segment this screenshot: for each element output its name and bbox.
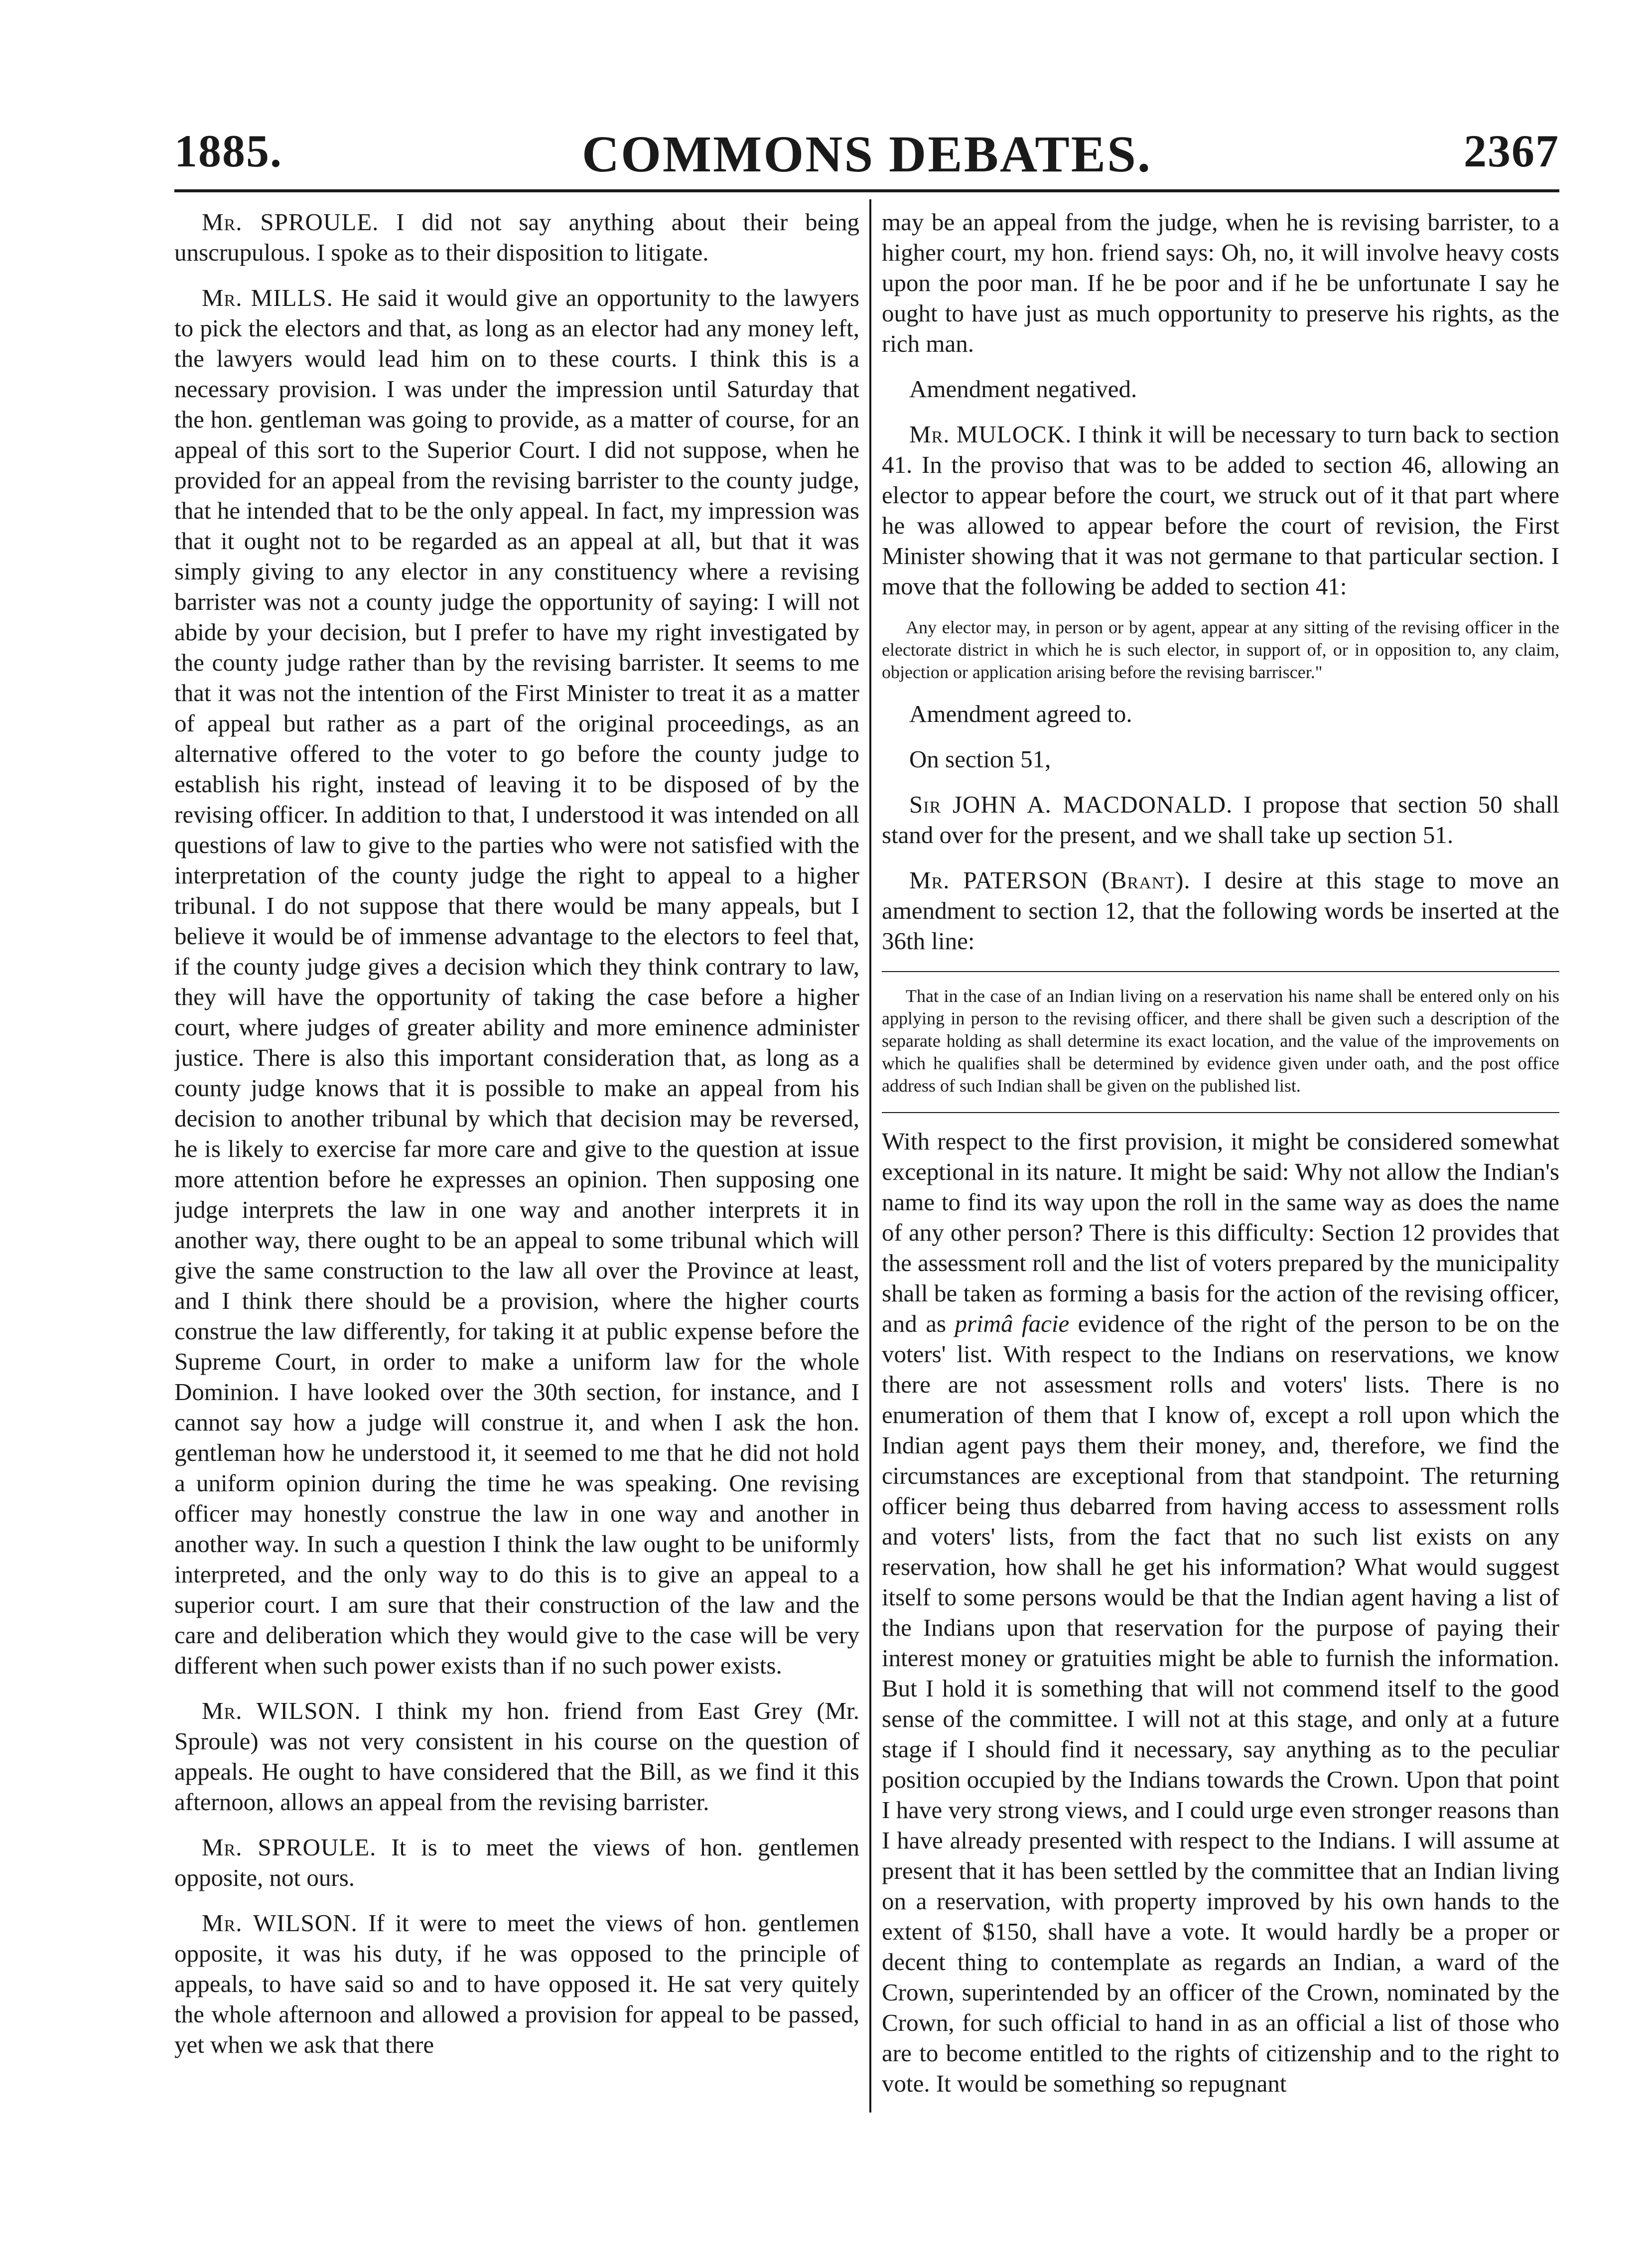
paragraph (882, 207, 1559, 359)
speech-text: If it were to meet the views of hon. gentlemen opposite, it was his duty, if he was opposed to the principle of appeals, to have said so and to have opposed it. He sat very quitely the whole afternoon and allowed a provision for appeal to be passed, yet when we ask that there (174, 1909, 859, 2058)
paragraph (174, 1832, 859, 1893)
italic-phrase: primâ facie (955, 1310, 1070, 1337)
speaker-name: Mr. SPROULE. (202, 208, 379, 236)
paragraph (882, 419, 1559, 601)
speech-text: I did not say anything about their being unscrupulous. I spoke as to their disposition to litigate. (174, 208, 859, 266)
page-header (174, 125, 1559, 183)
header-title: COMMONS DEBATES. (582, 126, 1152, 183)
speech-text: I desire at this stage to move an amendment to section 12, that the following words be inserted at the 36th line: (882, 866, 1559, 955)
speaker-name: Mr. SPROULE. (202, 1834, 377, 1861)
speech-text: He said it would give an opportunity to the lawyers to pick the electors and that, as long as an elector had any money left, the lawyers would lead him on to these courts. I think this is a necessary provision. I was under the impression until Saturday that the hon. gentleman was going to provide, as a matter of course, for an appeal of this sort to the Superior Court. I did not suppose, when he provided for an appeal from the revising barrister to the county judge, that he intended that to be the only appeal. In fact, my impression was that it ought not to be regarded as an appeal at all, but that it was simply giving to any elector in any constituency where a revising barrister was not a county judge the opportunity of saying: I will not abide by your decision, but I prefer to have my right investigated by the county judge rather than by the revising barrister. It seems to me that it was not the intention of the First Minister to treat it as a matter of appeal but rather as a part of the original proceedings, as an alternative offered to the voter to go before the county judge to establish his right, instead of leaving it to be disposed of by the revising officer. In addition to that, I understood it was intended on all questions of law to give to the parties who were not satisfied with the interpretation of the county judge the right to appeal to a higher tribunal. I do not suppose that there would be many appeals, but I believe it would be of immense advantage to the electors to feel that, if the county judge gives a decision which they think contrary to law, they will have the opportunity of taking the case before a higher court, where judges of greater ability and more eminence administer justice. There is also this important consideration that, as long as a county judge knows that it is possible to make an appeal from his decision to another tribunal by which that decision may be reversed, he is likely to exercise far more care and give to the question at issue more attention before he expresses an opinion. Then supposing one judge interprets the law in one way and another interprets it in another way, there ought to be an appeal to some tribunal which will give the same construction to the law all over the Province at least, and I think there should be a provision, where the higher courts construe the law differently, for taking it at public expense before the Supreme Court, in order to make a uniform law for the whole Dominion. I have looked over the 30th section, for instance, and I cannot say how a judge will construe it, and when I ask the hon. gentleman how he understood it, it seemed to me that he did not hold a uniform opinion during the time he was speaking. One revising officer may honestly construe the law in one way and another in another way. In such a question I think the law ought to be uniformly interpreted, and the only way to do this is to give an appeal to a superior court. I am sure that their construction of the law and the care and deliberation which they would give to the case will be very different when such power exists than if no such power exists. (174, 284, 859, 1679)
paragraph (174, 1695, 859, 1817)
quoted-motion: Any elector may, in person or by agent, appear at any sitting of the revising officer in the electorate district in which he is such elector, in support of, or in opposition to, any claim, objection or application arising before the revising barriscer." (882, 617, 1559, 682)
paragraph (882, 699, 1559, 729)
paragraph (882, 744, 1559, 774)
speech-text: With respect to the first provision, it might be considered somewhat exceptional in its nature. It might be said: Why not allow the Indian's name to find its way upon the roll in the same way as does the name of any other person? There is this difficulty: Section 12 provides that the assessment roll and the list of voters prepared by the municipality shall be taken as forming a basis for the action of the revising officer, and as (882, 1128, 1559, 1337)
speech-text: I propose that section 50 shall stand over for the present, and we shall take up section 51. (882, 791, 1559, 848)
speaker-name: Mr. MULOCK. (909, 421, 1072, 448)
speech-text: It is to meet the views of hon. gentlemen opposite, not ours. (174, 1834, 859, 1891)
speech-text: Amendment agreed to. (909, 700, 1132, 727)
paragraph (174, 207, 859, 268)
right-column (882, 207, 1559, 2130)
speaker-name: Mr. WILSON. (202, 1697, 361, 1724)
section-rule (882, 1112, 1559, 1113)
left-column (174, 207, 859, 2130)
paragraph (882, 865, 1559, 956)
speaker-name: Sir JOHN A. MACDONALD. (909, 791, 1233, 818)
section-rule (882, 971, 1559, 972)
speech-text: I think my hon. friend from East Grey (Mr. Sproule) was not very consistent in his course on the question of appeals. He ought to have considered that the Bill, as we find it this afternoon, allows an appeal from the revising barrister. (174, 1697, 859, 1816)
paragraph (174, 282, 859, 1681)
paragraph (882, 1126, 1559, 2099)
speech-text: On section 51, (909, 745, 1051, 773)
speaker-name: Mr. WILSON. (202, 1909, 358, 1937)
header-year: 1885. (174, 126, 282, 176)
column-divider (869, 199, 871, 2113)
speech-text: I think it will be necessary to turn back to section 41. In the proviso that was to be added to section 46, allowing an elector to appear before the court, we struck out of it that part where he was allowed to appear before the court of revision, the First Minister showing that it was not germane to that particular section. I move that the following be added to section 41: (882, 421, 1559, 600)
paragraph (882, 374, 1559, 404)
header-page-number: 2367 (1464, 126, 1559, 176)
speech-text: evidence of the right of the person to be on the voters' list. With respect to the Indians on reservations, we know there are not assessment rolls and voters' lists. There is no enumeration of them that I know of, except a roll upon which the Indian agent pays them their money, and, therefore, we find the circumstances are exceptional from that standpoint. The returning officer being thus debarred from having access to assessment rolls and voters' lists, from the fact that no such list exists on any reservation, how shall he get his information? What would suggest itself to some persons would be that the Indian agent having a list of the Indians upon that reservation for the purpose of paying their interest money or gratuities might be able to furnish the information. But I hold it is something that will not commend itself to the good sense of the committee. I will not at this stage, and only at a future stage if I should find it necessary, say anything as to the peculiar position occupied by the Indians towards the Crown. Upon that point I have very strong views, and I could urge even stronger reasons than I have already presented with respect to the Indians. I will assume at present that it has been settled by the committee that an Indian living on a reservation, with property improved by his own hands to the extent of $150, shall have a vote. It would hardly be a proper or decent thing to contemplate as regards an Indian, a ward of the Crown, superintended by an officer of the Crown, nominated by the Crown, for such official to hand in as an official a list of those who are to become entitled to the rights of citizenship and to the right to vote. It would be something so repugnant (882, 1310, 1559, 2097)
speech-text: Amendment negatived. (909, 375, 1137, 403)
speaker-name: Mr. MILLS. (202, 284, 333, 311)
quoted-amendment: That in the case of an Indian living on a reservation his name shall be entered only on his applying in person to the revising officer, and there shall be given such a description of the separate holding as shall determine its exact location, and the value of the improvements on which he qualifies shall be determined by evidence given under oath, and the post office address of such Indian shall be given on the published list. (882, 986, 1559, 1096)
speaker-name: Mr. PATERSON (Brant). (909, 866, 1191, 894)
paragraph (174, 1908, 859, 2060)
speech-text: may be an appeal from the judge, when he is revising barrister, to a higher court, my hon. friend says: Oh, no, it will involve heavy costs upon the poor man. If he be poor and if he be unfortunate I say he ought to have just as much opportunity to preserve his rights, as the rich man. (882, 208, 1559, 357)
header-rule (174, 189, 1559, 192)
paragraph (882, 789, 1559, 850)
